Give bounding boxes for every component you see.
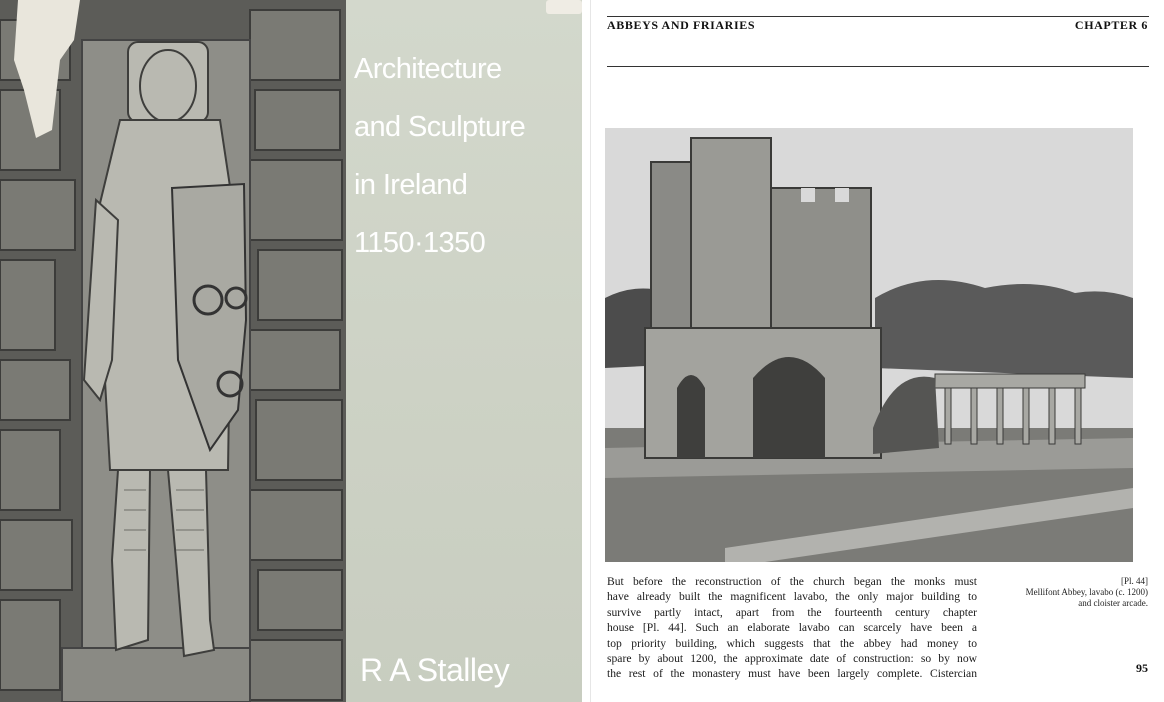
header-rule — [607, 66, 1149, 67]
body-line: house [Pl. 44]. Such an elaborate lavabo can scarcely have been a — [607, 621, 977, 635]
cover-title-line: and Sculpture — [354, 111, 526, 143]
cover-title-line: in Ireland — [354, 169, 468, 201]
running-head-left: ABBEYS AND FRIARIES — [607, 18, 756, 32]
plate-caption — [998, 576, 1148, 609]
cover-wear-mark — [546, 0, 582, 14]
page-number: 95 — [1136, 661, 1148, 675]
body-text — [607, 574, 977, 682]
body-line: the rest of the monastery must have been largely complete. Cistercian — [607, 667, 977, 681]
body-line: spare by about 1200, the approximate date of construction: so by now — [607, 652, 977, 666]
caption-line: Mellifont Abbey, lavabo (c. 1200) — [1025, 587, 1148, 597]
cover-photo-effigy — [0, 0, 346, 702]
body-line: have already built the magnificent lavabo, the only major building to — [607, 590, 977, 604]
cover-title-line: 1150·1350 — [354, 227, 486, 259]
cover-author: R A Stalley — [360, 652, 510, 688]
top-rule — [607, 16, 1149, 17]
caption-line: and cloister arcade. — [1078, 598, 1148, 608]
body-line: survive partly intact, apart from the fourteenth century chapter — [607, 605, 977, 619]
running-head-right: CHAPTER 6 — [1074, 18, 1148, 32]
plate-photo-lavabo — [605, 128, 1133, 562]
cover-title — [354, 26, 578, 287]
body-line: But before the reconstruction of the church began the monks must — [607, 575, 977, 588]
caption-line: [Pl. 44] — [1121, 576, 1148, 586]
book-page — [590, 0, 1164, 702]
body-line: top priority building, which suggests that the abbey had money to — [607, 636, 977, 650]
cover-title-line: Architecture — [354, 53, 502, 85]
cover-title-panel — [346, 0, 582, 702]
